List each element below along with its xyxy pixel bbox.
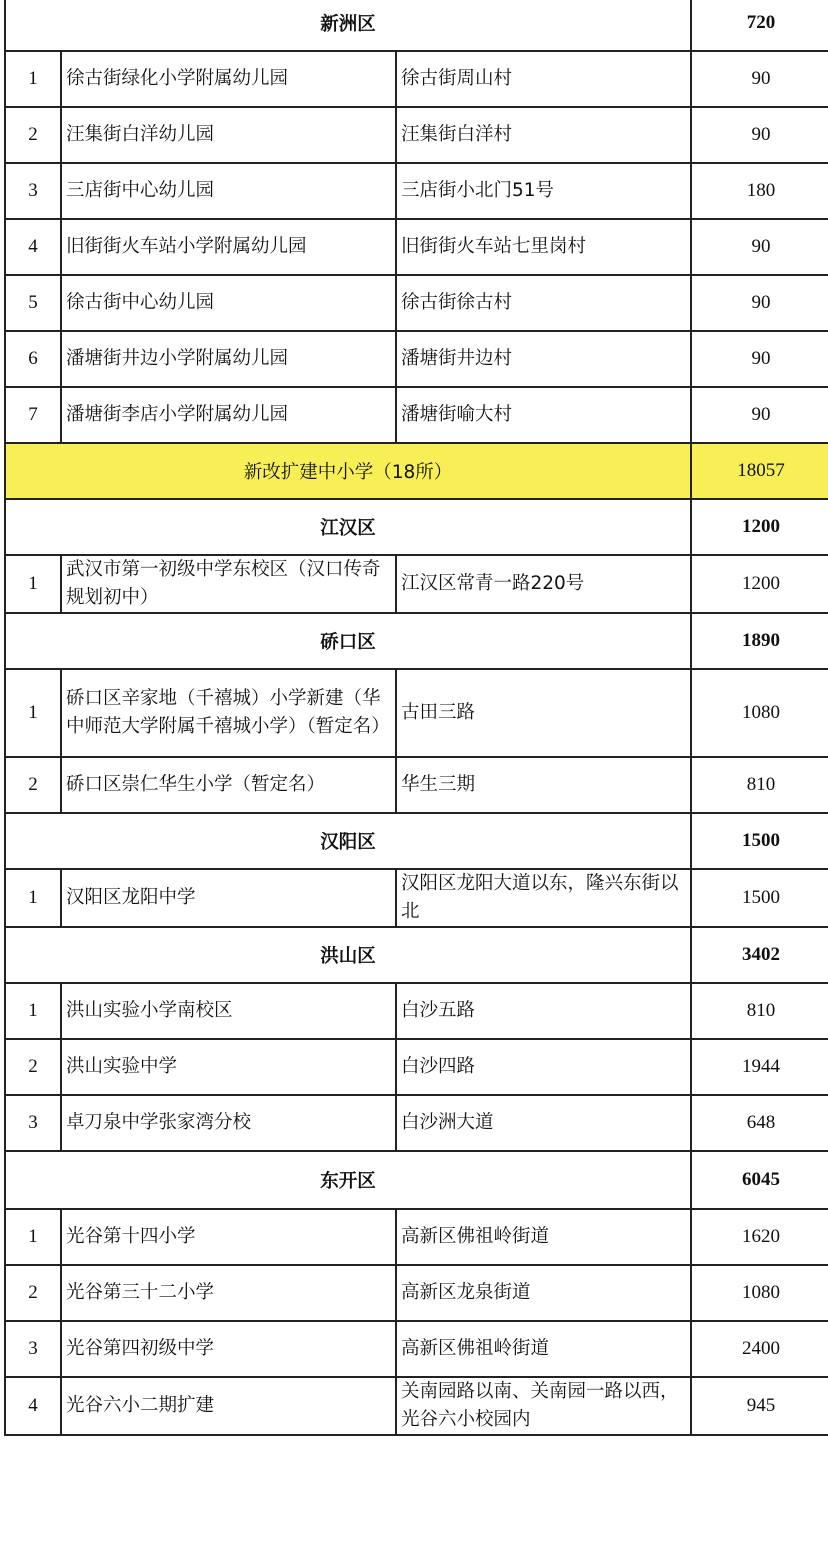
- table-row: [5, 275, 828, 331]
- school-name: 光谷第四初级中学: [61, 1321, 396, 1377]
- school-name: 硚口区崇仁华生小学（暂定名）: [61, 757, 396, 813]
- school-address: 汪集街白洋村: [396, 107, 691, 163]
- school-seats: 648: [691, 1095, 828, 1151]
- school-address: 三店街小北门51号: [396, 163, 691, 219]
- school-seats: 2400: [691, 1321, 828, 1377]
- school-seats: 90: [691, 219, 828, 275]
- school-seats: 810: [691, 983, 828, 1039]
- row-number: 1: [5, 1209, 61, 1265]
- school-address: 徐古街徐古村: [396, 275, 691, 331]
- table-row: [5, 1039, 828, 1095]
- table-row: [5, 163, 828, 219]
- school-name: 潘塘街井边小学附属幼儿园: [61, 331, 396, 387]
- row-number: 2: [5, 1039, 61, 1095]
- school-name: 光谷第十四小学: [61, 1209, 396, 1265]
- school-address: 白沙五路: [396, 983, 691, 1039]
- row-number: 1: [5, 869, 61, 927]
- district-total: 720: [691, 0, 828, 51]
- school-name: 光谷第三十二小学: [61, 1265, 396, 1321]
- school-seats: 1080: [691, 669, 828, 757]
- school-address: 潘塘街喻大村: [396, 387, 691, 443]
- row-number: 3: [5, 1321, 61, 1377]
- school-name: 武汉市第一初级中学东校区（汉口传奇规划初中）: [61, 555, 396, 613]
- table-row: [5, 331, 828, 387]
- district-row-jianghan: [5, 499, 828, 555]
- school-name: 光谷六小二期扩建: [61, 1377, 396, 1435]
- school-name: 徐古街中心幼儿园: [61, 275, 396, 331]
- district-name: 江汉区: [5, 499, 691, 555]
- district-total: 1200: [691, 499, 828, 555]
- school-name: 洪山实验中学: [61, 1039, 396, 1095]
- school-address: 白沙洲大道: [396, 1095, 691, 1151]
- school-name: 洪山实验小学南校区: [61, 983, 396, 1039]
- school-seats: 90: [691, 387, 828, 443]
- table-row: [5, 1377, 828, 1435]
- school-seats: 90: [691, 107, 828, 163]
- row-number: 2: [5, 107, 61, 163]
- district-name: 洪山区: [5, 927, 691, 983]
- table-row: [5, 387, 828, 443]
- district-row-hanyang: [5, 813, 828, 869]
- table-row: [5, 555, 828, 613]
- school-seats: 1500: [691, 869, 828, 927]
- school-name: 汉阳区龙阳中学: [61, 869, 396, 927]
- category-total: 18057: [691, 443, 828, 499]
- school-name: 三店街中心幼儿园: [61, 163, 396, 219]
- school-address: 江汉区常青一路220号: [396, 555, 691, 613]
- table-row: [5, 757, 828, 813]
- school-seats: 90: [691, 331, 828, 387]
- district-total: 1890: [691, 613, 828, 669]
- school-seats: 180: [691, 163, 828, 219]
- row-number: 1: [5, 51, 61, 107]
- school-seats: 1200: [691, 555, 828, 613]
- school-address: 华生三期: [396, 757, 691, 813]
- district-row-hongshan: [5, 927, 828, 983]
- school-table: [4, 0, 828, 1436]
- table-row: [5, 983, 828, 1039]
- school-address: 高新区龙泉街道: [396, 1265, 691, 1321]
- row-number: 6: [5, 331, 61, 387]
- school-address: 古田三路: [396, 669, 691, 757]
- district-row-dongkai: [5, 1151, 828, 1209]
- school-address: 潘塘街井边村: [396, 331, 691, 387]
- district-row-qiaokou: [5, 613, 828, 669]
- table-row: [5, 219, 828, 275]
- row-number: 1: [5, 983, 61, 1039]
- category-name: 新改扩建中小学（18所）: [5, 443, 691, 499]
- school-seats: 945: [691, 1377, 828, 1435]
- school-address: 高新区佛祖岭街道: [396, 1321, 691, 1377]
- table-row: [5, 869, 828, 927]
- school-seats: 90: [691, 51, 828, 107]
- school-name: 卓刀泉中学张家湾分校: [61, 1095, 396, 1151]
- school-name: 潘塘街李店小学附属幼儿园: [61, 387, 396, 443]
- school-name: 硚口区辛家地（千禧城）小学新建（华中师范大学附属千禧城小学）（暂定名）: [61, 669, 396, 757]
- category-row: [5, 443, 828, 499]
- district-name: 新洲区: [5, 0, 691, 51]
- school-seats: 810: [691, 757, 828, 813]
- district-row-xinzhou: [5, 0, 828, 51]
- school-address: 旧街街火车站七里岗村: [396, 219, 691, 275]
- school-name: 徐古街绿化小学附属幼儿园: [61, 51, 396, 107]
- school-address: 白沙四路: [396, 1039, 691, 1095]
- row-number: 5: [5, 275, 61, 331]
- school-seats: 1620: [691, 1209, 828, 1265]
- table-row: [5, 1321, 828, 1377]
- row-number: 4: [5, 1377, 61, 1435]
- school-name: 汪集街白洋幼儿园: [61, 107, 396, 163]
- district-total: 1500: [691, 813, 828, 869]
- school-address: 徐古街周山村: [396, 51, 691, 107]
- row-number: 1: [5, 555, 61, 613]
- school-address: 高新区佛祖岭街道: [396, 1209, 691, 1265]
- school-seats: 1944: [691, 1039, 828, 1095]
- school-address: 关南园路以南、关南园一路以西，光谷六小校园内: [396, 1377, 691, 1435]
- district-total: 6045: [691, 1151, 828, 1209]
- district-name: 硚口区: [5, 613, 691, 669]
- school-name: 旧街街火车站小学附属幼儿园: [61, 219, 396, 275]
- school-seats: 1080: [691, 1265, 828, 1321]
- row-number: 4: [5, 219, 61, 275]
- district-total: 3402: [691, 927, 828, 983]
- district-name: 东开区: [5, 1151, 691, 1209]
- row-number: 1: [5, 669, 61, 757]
- table-row: [5, 669, 828, 757]
- table-row: [5, 1265, 828, 1321]
- row-number: 2: [5, 1265, 61, 1321]
- table-row: [5, 1209, 828, 1265]
- row-number: 7: [5, 387, 61, 443]
- table-row: [5, 1095, 828, 1151]
- school-seats: 90: [691, 275, 828, 331]
- district-name: 汉阳区: [5, 813, 691, 869]
- row-number: 3: [5, 163, 61, 219]
- row-number: 3: [5, 1095, 61, 1151]
- table-row: [5, 107, 828, 163]
- row-number: 2: [5, 757, 61, 813]
- school-address: 汉阳区龙阳大道以东，隆兴东街以北: [396, 869, 691, 927]
- table-row: [5, 51, 828, 107]
